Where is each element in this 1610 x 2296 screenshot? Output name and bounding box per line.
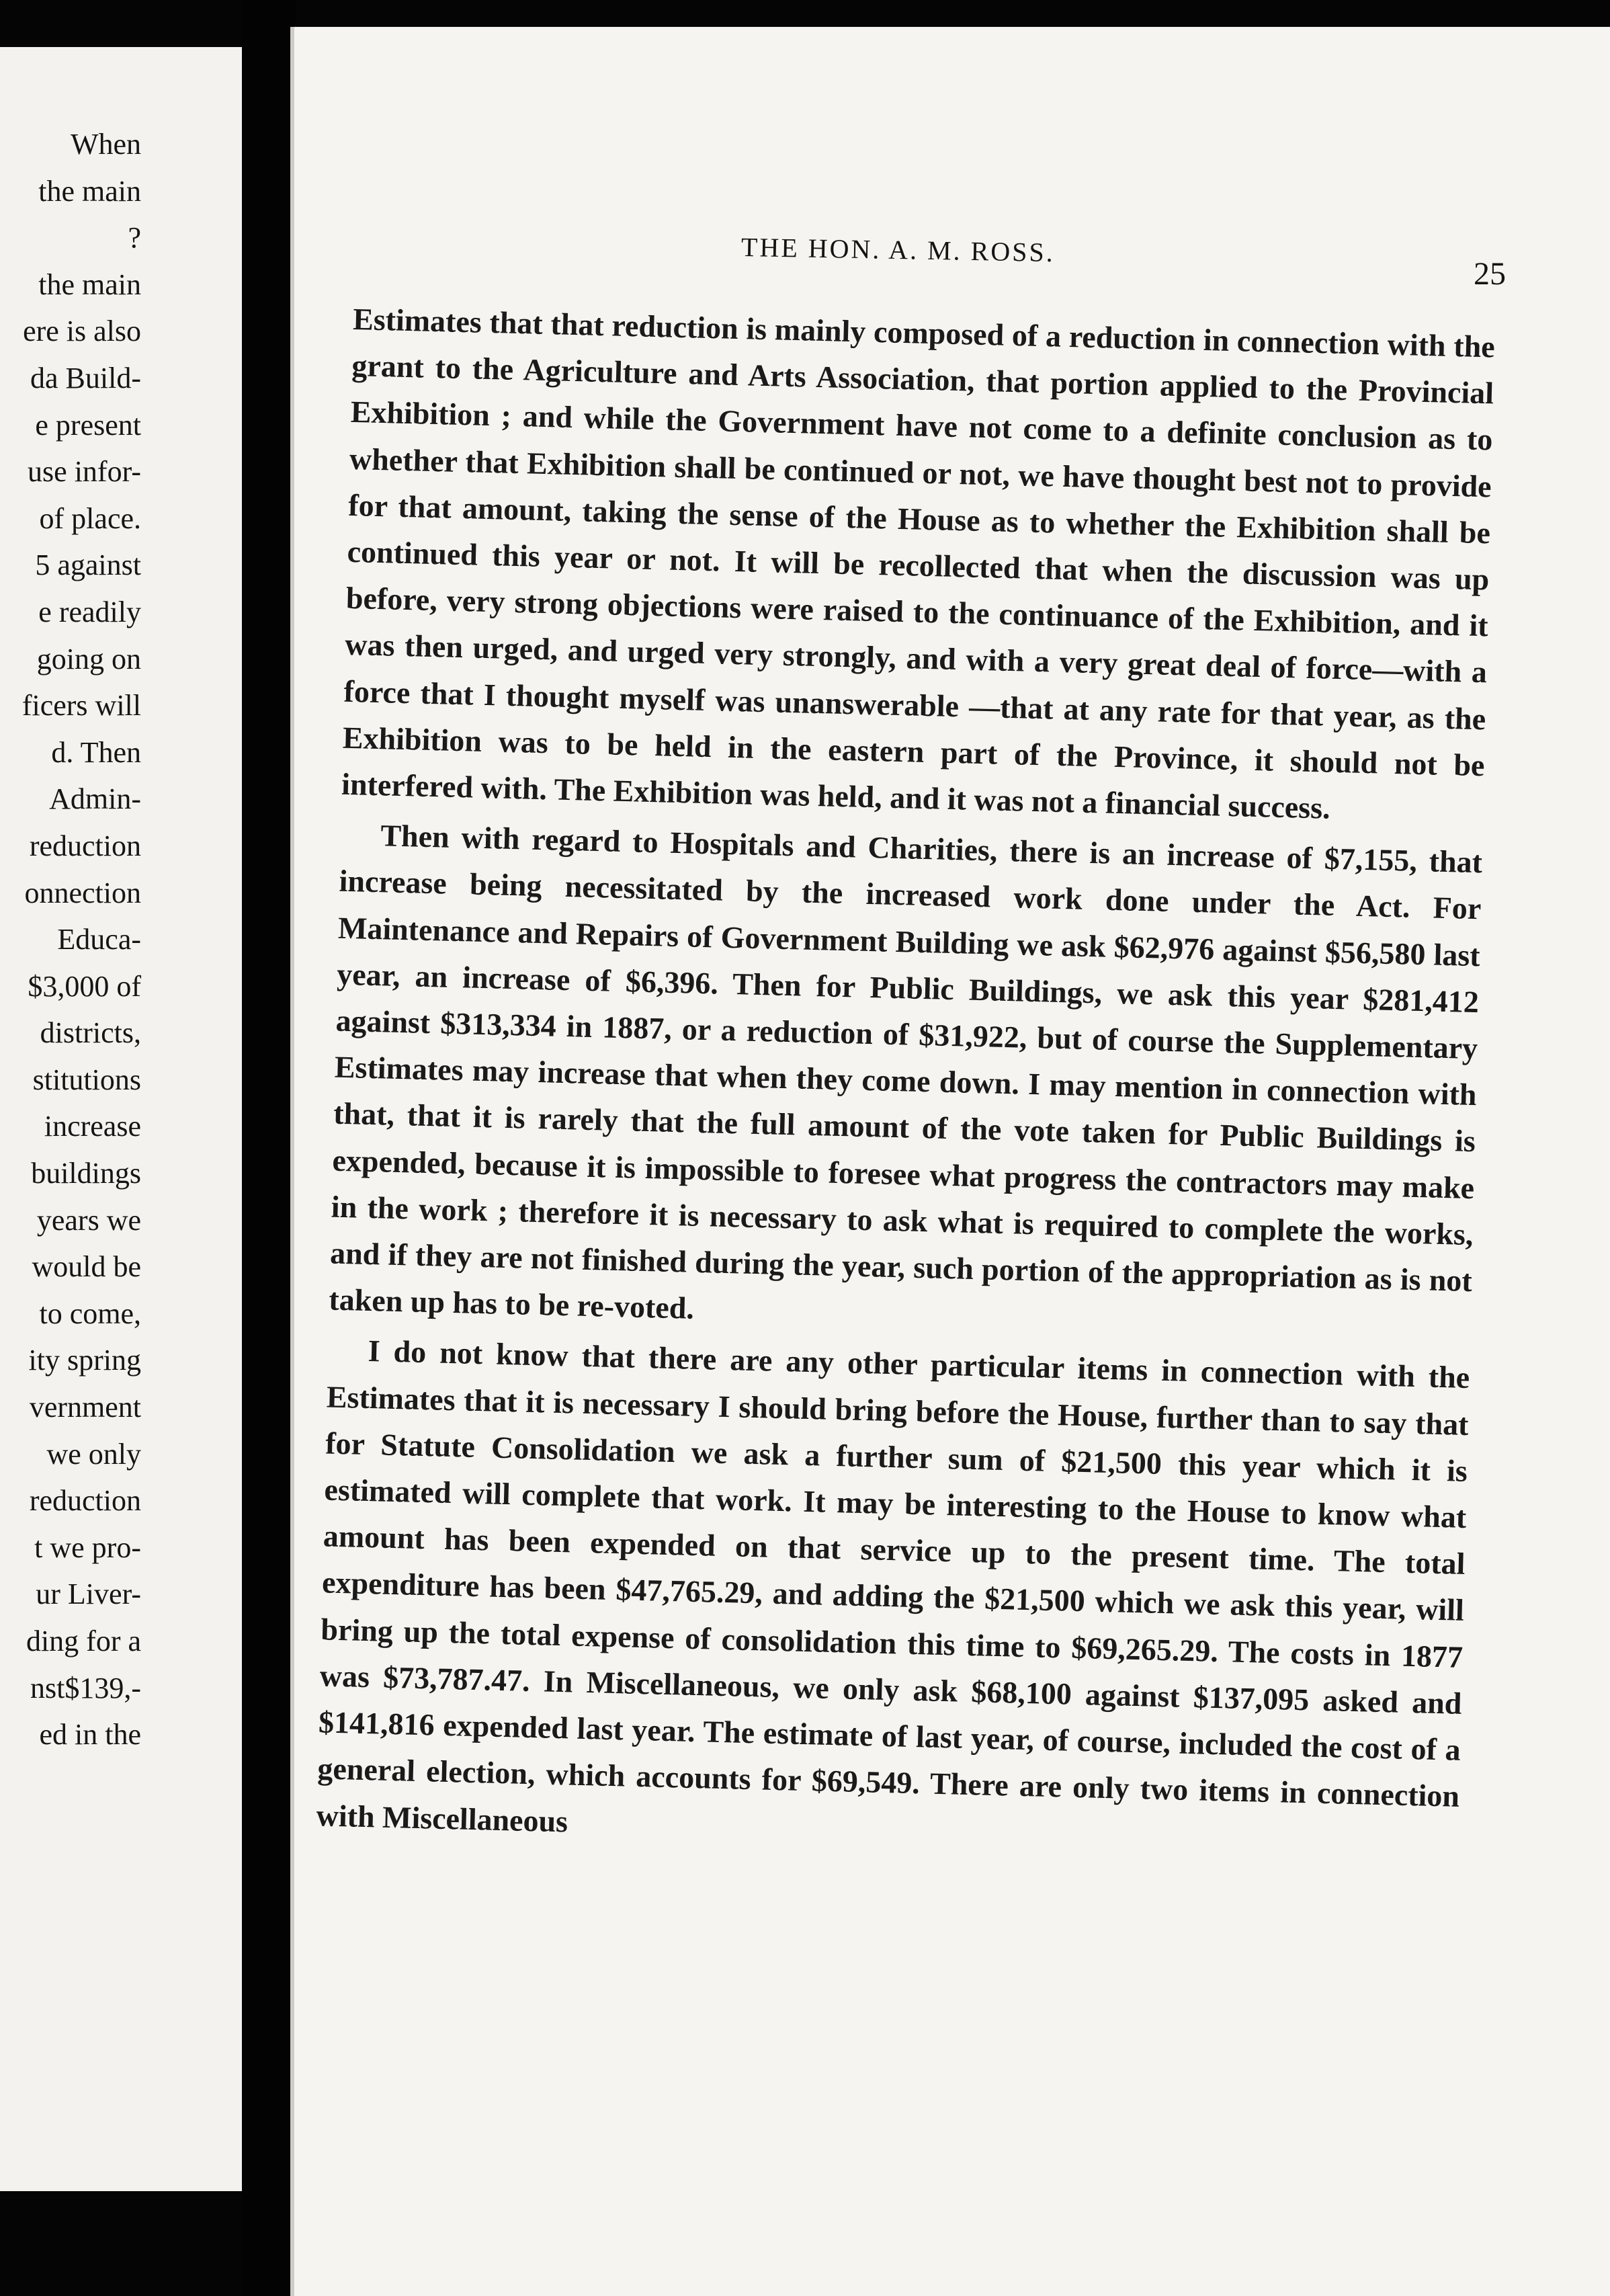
left-line: use infor-: [28, 455, 141, 489]
left-line: reduction: [29, 1484, 141, 1518]
left-line: stitutions: [32, 1063, 141, 1096]
left-line: years we: [36, 1203, 141, 1237]
left-line: ?: [128, 221, 141, 255]
left-line: d. Then: [51, 735, 141, 769]
left-line: ere is also: [23, 315, 141, 348]
previous-page-fragment: [0, 47, 242, 2191]
page-number: 25: [1474, 256, 1506, 292]
body-paragraph: I do not know that there are any other particular items in connection with the Estimates that it is necessary I should bring before the House, further than to say that for Statute Consolidation we ask a further sum of $21,500 this year which it is estimated will complete that work. It may be interesting to the House to know what amount has been expended on that service up to the present time. The total expenditure has been $47,765.29, and adding the $21,500 which we ask this year, will bring up the total expense of consolidation this time to $69,265.29. The costs in 1877 was $73,787.47. In Miscellaneous, we only ask $68,100 against $137,095 asked and $141,816 expended last year. The estimate of last year, of course, included the cost of a general election, which accounts for $69,549. There are only two items in connection with Miscellaneous: [316, 1334, 1470, 1838]
left-line: we only: [46, 1437, 141, 1471]
left-line: onnection: [24, 876, 141, 909]
left-line: da Build-: [30, 361, 141, 395]
body-paragraph: Estimates that that reduction is mainly composed of a reduction in connection with the grant to the Agriculture and Arts Association, that portion applied to the Provincial Exhibition ; and while the Government have not come to a definite conclusion as to whether that Exhibition shall be continued or not, we have thought best not to provide for that amount, taking the sense of the House as to whether the Exhibition shall be continued this year or not. It will be recollected that when the discussion was up before, very strong objections were raised to the continuance of the Exhibition, and it was then urged, and urged very strongly, and with a very great deal of force—with a force that I thought myself was unanswerable —that at any rate for that year, as the Exhibition was to be held in the eastern part of the Province, it should not be interfered with. The Exhibition was held, and it was not a financial success.: [341, 301, 1496, 825]
left-line: districts,: [40, 1016, 141, 1050]
left-line: to come,: [39, 1297, 141, 1330]
current-page: [290, 27, 1610, 2296]
left-line: the main: [38, 268, 141, 301]
left-line: e present: [35, 408, 141, 442]
left-line: 5 against: [35, 548, 141, 582]
left-line: ficers will: [22, 689, 141, 723]
left-line: Admin-: [49, 782, 141, 816]
left-line: reduction: [29, 829, 141, 862]
left-line: ed in the: [39, 1718, 141, 1752]
left-line: buildings: [31, 1157, 141, 1190]
running-head: THE HON. A. M. ROSS.: [740, 231, 1056, 268]
body-paragraph: Then with regard to Hospitals and Charities, there is an increase of $7,155, that increase being necessitated by the increased work done under the Act. For Maintenance and Repairs of Government Building we ask $62,976 against $56,580 last year, an increase of $6,396. Then for Public Buildings, we ask this year $281,412 against $313,334 in 1887, or a reduction of $31,922, but of course the Supplementary Estimates may increase that when they come down. I may mention in connection with that, that it is rarely that the full amount of the vote taken for Public Buildings is expended, because it is impossible to foresee what progress the contractors may make in the work ; therefore it is necessary to ask what is required to complete the works, and if they are not finished during the year, such portion of the appropriation as is not taken up has to be re-voted.: [328, 818, 1483, 1326]
left-line: Educa-: [57, 923, 141, 956]
left-line: t we pro-: [34, 1530, 141, 1564]
binding-gutter: [242, 0, 296, 2296]
left-line: When: [70, 128, 141, 161]
left-line: the main: [38, 174, 141, 208]
left-line: of place.: [39, 501, 141, 535]
left-line: ding for a: [26, 1625, 141, 1657]
left-line: increase: [44, 1110, 141, 1143]
page-body: [316, 242, 1497, 1867]
left-line: nst$139,-: [30, 1671, 141, 1705]
left-line: would be: [32, 1250, 141, 1284]
left-line: vernment: [29, 1391, 141, 1424]
left-line: e readily: [38, 595, 141, 628]
left-line: ity spring: [28, 1344, 141, 1377]
left-line: $3,000 of: [28, 969, 141, 1003]
left-line: ur Liver-: [36, 1577, 141, 1611]
left-line: going on: [36, 642, 141, 675]
previous-page-text-column: [0, 128, 141, 1758]
